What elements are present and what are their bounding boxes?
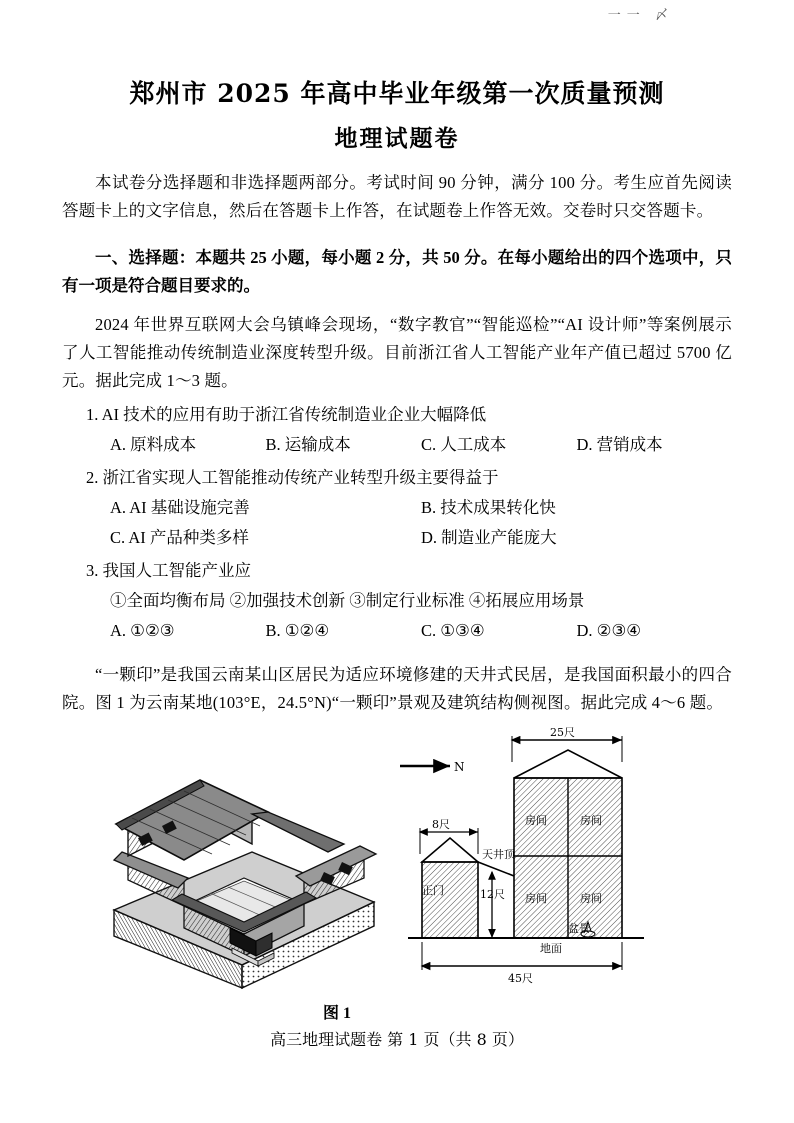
option-1-d[interactable]: D. 营销成本 — [576, 434, 663, 454]
courtyard-house-illustration — [92, 760, 392, 990]
question-2-options-row-2 — [62, 524, 732, 552]
page-subtitle: 地理试题卷 — [334, 125, 460, 152]
dimension-top-width: 25尺 — [550, 725, 575, 739]
exam-instructions: 本试卷分选择题和非选择题两部分。考试时间 90 分钟，满分 100 分。考生应首先阅读答题卡上的文字信息，然后在答题卡上作答，在试题卷上作答无效。交卷时只交答题卡。 — [62, 173, 732, 221]
courtyard-roof-label: 天井顶 — [482, 847, 515, 861]
option-2-a[interactable]: A. AI 基础设施完善 — [110, 497, 250, 517]
page-footer: 高三地理试题卷 第 1 页（共 8 页） — [270, 1029, 524, 1049]
ground-label: 地面 — [540, 941, 562, 955]
room-label-3: 房间 — [525, 891, 547, 905]
question-2-stem: 2. 浙江省实现人工智能推动传统产业转型升级主要得益于 — [86, 467, 499, 487]
option-3-d[interactable]: D. ②③④ — [576, 620, 642, 640]
building-section-diagram — [392, 726, 722, 991]
top-handwriting-mark: 一一 〆 — [607, 7, 674, 22]
compass-label: N — [454, 759, 465, 774]
option-3-c[interactable]: C. ①③④ — [421, 620, 485, 640]
option-2-c[interactable]: C. AI 产品种类多样 — [110, 527, 249, 547]
page-title: 郑州市 2025 年高中毕业年级第一次质量预测 — [129, 79, 665, 108]
material-paragraph-2: “一颗印”是我国云南某山区居民为适应环境修建的天井式民居，是我国面积最小的四合院。图 1 为云南某地(103°E，24.5°N)“一颗印”景观及建筑结构侧视图。据此完成 4～6 题。 — [62, 665, 732, 713]
option-2-b[interactable]: B. 技术成果转化快 — [421, 497, 556, 517]
option-3-b[interactable]: B. ①②④ — [265, 620, 330, 640]
dimension-total-width: 45尺 — [508, 971, 533, 985]
room-label-1: 房间 — [525, 813, 547, 827]
section-one-heading: 一、选择题：本题共 25 小题，每小题 2 分，共 50 分。在每小题给出的四个选项中，只有一项是符合题目要求的。 — [62, 247, 732, 296]
figure-1-caption: 图 1 — [322, 1004, 351, 1022]
basin-label: 盆景 — [568, 921, 590, 935]
question-3-stem: 3. 我国人工智能产业应 — [86, 560, 251, 580]
material-paragraph-1: 2024 年世界互联网大会乌镇峰会现场，“数字教官”“智能巡检”“AI 设计师”等案例展示了人工智能推动传统制造业深度转型升级。目前浙江省人工智能产业年产值已超过 5700 亿元。据此完成 1～3 题。 — [62, 314, 732, 391]
dimension-height: 12尺 — [480, 887, 505, 901]
room-label-2: 房间 — [580, 813, 602, 827]
option-1-c[interactable]: C. 人工成本 — [421, 434, 507, 454]
option-3-a[interactable]: A. ①②③ — [110, 620, 175, 640]
question-1-stem: 1. AI 技术的应用有助于浙江省传统制造业企业大幅降低 — [86, 404, 487, 424]
option-2-d[interactable]: D. 制造业产能庞大 — [421, 527, 557, 547]
main-gate-label: 正门 — [422, 883, 444, 897]
question-1-options — [62, 431, 732, 459]
dimension-left-width: 8尺 — [432, 817, 450, 831]
question-3-options — [62, 617, 732, 645]
option-1-b[interactable]: B. 运输成本 — [265, 434, 351, 454]
figure-1-container — [62, 726, 732, 998]
question-2-options-row-1 — [62, 494, 732, 522]
room-label-4: 房间 — [580, 891, 602, 905]
question-3-sub-line: ①全面均衡布局 ②加强技术创新 ③制定行业标准 ④拓展应用场景 — [110, 590, 585, 610]
option-1-a[interactable]: A. 原料成本 — [110, 434, 197, 454]
